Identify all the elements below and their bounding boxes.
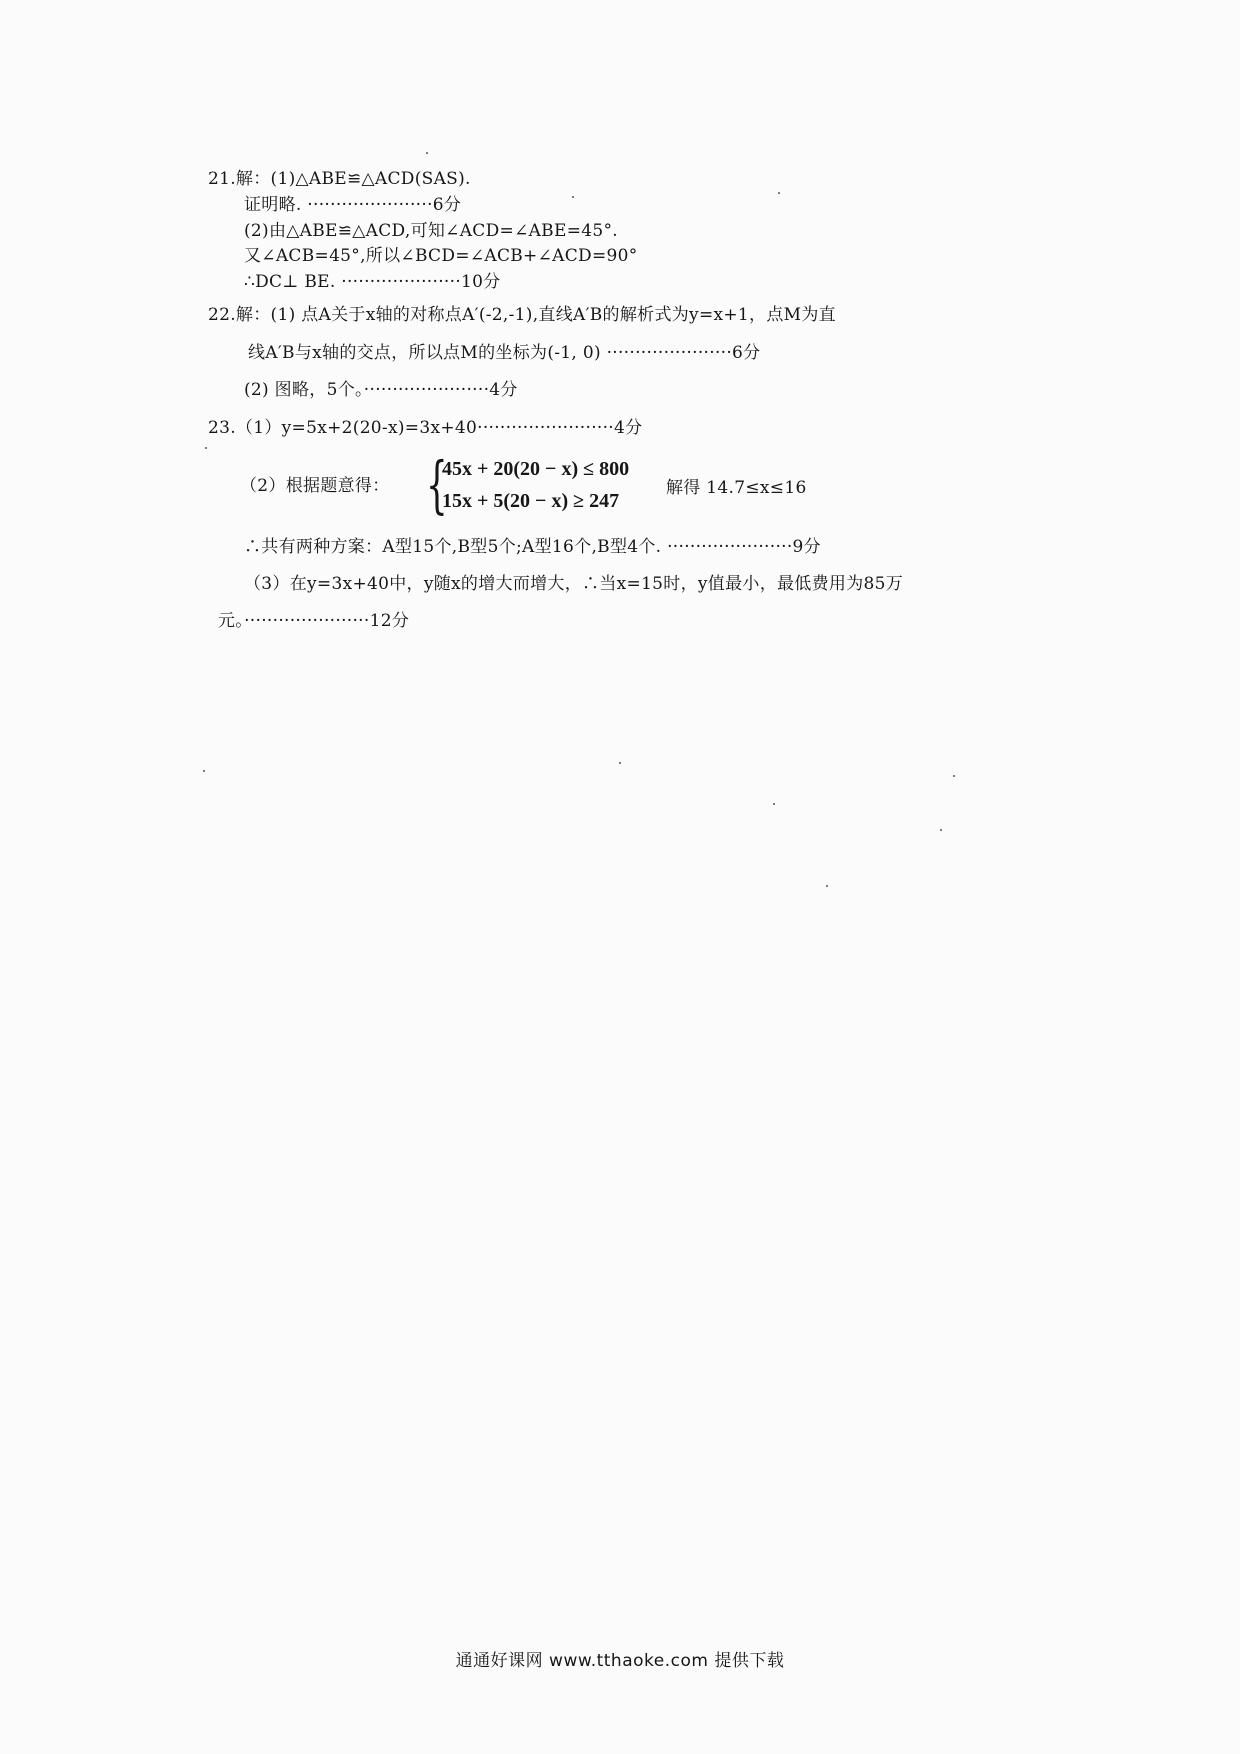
q21-line-3: (2)由△ABE≌△ACD,可知∠ACD=∠ABE=45°. (244, 221, 618, 241)
scan-speck (940, 829, 942, 831)
scan-speck (953, 775, 955, 777)
scan-speck (572, 196, 574, 198)
scan-speck (205, 447, 207, 449)
q22-line-3: (2) 图略，5个。······················4分 (244, 380, 518, 400)
inequality-2: 15x + 5(20 − x) ≥ 247 (442, 490, 620, 512)
q23-line-3: ∴共有两种方案：A型15个,B型5个;A型16个,B型4个. ······················9分 (244, 537, 821, 557)
inequality-1: 45x + 20(20 − x) ≤ 800 (442, 458, 630, 480)
scan-speck (203, 770, 205, 772)
q21-line-4: 又∠ACB=45°,所以∠BCD=∠ACB+∠ACD=90° (244, 246, 638, 266)
q23-line-5: 元。······················12分 (218, 611, 410, 631)
q21-line-1: 21.解：(1)△ABE≌△ACD(SAS). (208, 169, 471, 189)
footer-watermark: 通通好课网 www.tthaoke.com 提供下载 (455, 1651, 785, 1671)
q23-line-4: （3）在y=3x+40中，y随x的增大而增大，∴当x=15时，y值最小，最低费用为85万 (244, 574, 904, 594)
scan-speck (778, 192, 780, 194)
q23-part2-solution: 解得 14.7≤x≤16 (666, 478, 807, 498)
q23-part2-prefix: （2）根据题意得： (240, 476, 390, 496)
q22-line-2: 线A′B与x轴的交点，所以点M的坐标为(-1, 0) ······················6分 (248, 343, 761, 363)
q21-line-5: ∴DC⊥ BE. ·····················10分 (244, 272, 501, 292)
q23-line-1: 23.（1）y=5x+2(20-x)=3x+40························4分 (208, 418, 643, 438)
left-brace: { (426, 448, 448, 521)
q21-line-2: 证明略. ······················6分 (244, 195, 462, 215)
inequality-system (426, 448, 656, 521)
scan-speck (426, 152, 428, 154)
scan-speck (826, 885, 828, 887)
q22-line-1: 22.解：(1) 点A关于x轴的对称点A′(-2,-1),直线A′B的解析式为y=x+1，点M为直 (208, 305, 836, 325)
scan-speck (773, 803, 775, 805)
scan-speck (619, 762, 621, 764)
